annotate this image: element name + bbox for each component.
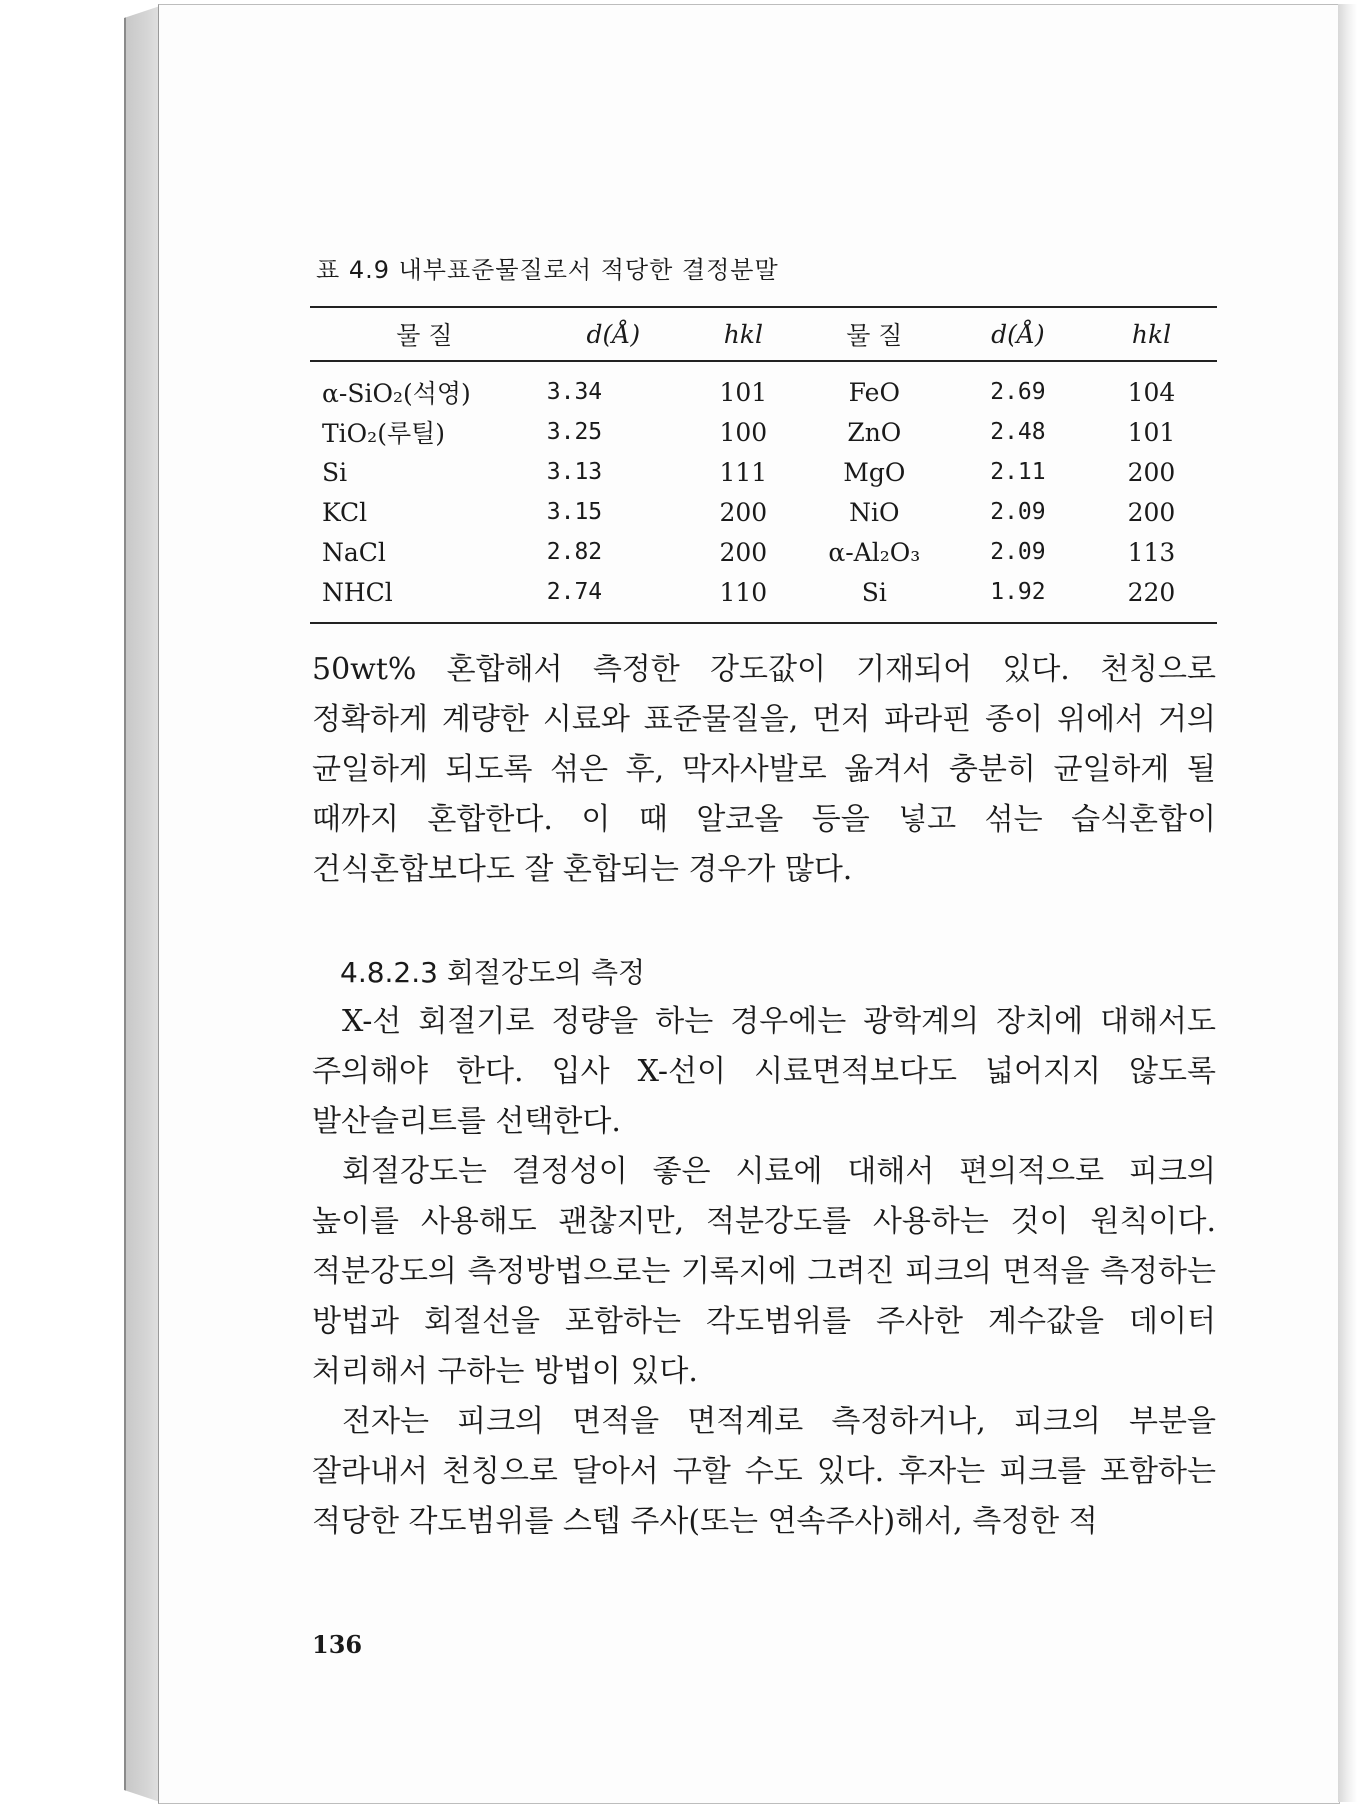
page-edge-shadow: [1338, 4, 1357, 1802]
table-caption: 표 4.9 내부표준물질로서 적당한 결정분말: [316, 256, 779, 284]
paragraph-optics: X-선 회절기로 정량을 하는 경우에는 광학계의 장치에 대해서도 주의해야 한다. 입사 X-선이 시료면적보다도 넓어지지 않도록 발산슬리트를 선택한다.: [312, 1004, 1216, 1139]
paragraph-intensity: 회절강도는 결정성이 좋은 시료에 대해서 편의적으로 피크의 높이를 사용해도 괜찮지만, 적분강도를 사용하는 것이 원칙이다. 적분강도의 측정방법으로는 기록지에 그려진 피크의 면적을 측정하는 방법과 회절선을 포함하는 각도범위를 주사한 계수값을 데이터 처리해서 구하는 방법이 있다.: [312, 1154, 1216, 1389]
d-spacing-cell: 2.74: [539, 572, 688, 623]
d-spacing-cell: 2.09: [990, 539, 1046, 565]
crystal-powder-table: [310, 306, 1217, 624]
header-hkl-1: hkl: [688, 307, 799, 361]
d-spacing-cell: 3.25: [546, 419, 603, 445]
table-row: [310, 361, 1217, 412]
d-spacing-cell: 3.15: [546, 499, 603, 525]
hkl-cell: 104: [1127, 377, 1176, 407]
table-row: [310, 452, 1217, 492]
hkl-cell: 200: [1127, 497, 1176, 527]
hkl-cell: 101: [719, 377, 768, 407]
table-row: [310, 532, 1217, 572]
hkl-cell: 110: [688, 572, 799, 623]
book-spine: [124, 6, 162, 1802]
hkl-cell: 100: [719, 417, 768, 447]
material-cell: MgO: [843, 457, 906, 487]
material-cell: ZnO: [847, 417, 902, 447]
material-cell: NaCl: [322, 537, 386, 567]
material-cell: TiO₂(루틸): [322, 419, 445, 448]
table-row: [310, 572, 1217, 623]
d-spacing-cell: 2.09: [990, 499, 1046, 525]
material-cell: FeO: [848, 377, 900, 407]
d-spacing-cell: 2.11: [990, 459, 1046, 485]
hkl-cell: 200: [1127, 457, 1176, 487]
header-hkl-2: hkl: [1086, 307, 1217, 361]
d-spacing-cell: 1.92: [950, 572, 1086, 623]
d-spacing-cell: 2.82: [546, 539, 603, 565]
hkl-cell: 101: [1127, 417, 1176, 447]
header-d-spacing-2: d(Å): [950, 307, 1086, 361]
table-header-row: [310, 307, 1217, 361]
material-cell: KCl: [322, 497, 368, 527]
d-spacing-cell: 2.69: [990, 379, 1046, 405]
hkl-cell: 200: [719, 537, 768, 567]
d-spacing-cell: 3.13: [546, 459, 603, 485]
hkl-cell: 113: [1127, 537, 1176, 567]
hkl-cell: 200: [719, 497, 768, 527]
section-heading: 4.8.2.3 회절강도의 측정: [340, 956, 646, 989]
header-material-1: 물 질: [310, 307, 539, 361]
material-cell: α-Al₂O₃: [828, 537, 921, 567]
table-row: [310, 412, 1217, 452]
material-cell: Si: [799, 572, 950, 623]
material-cell: NiO: [849, 497, 900, 527]
d-spacing-cell: 2.48: [990, 419, 1046, 445]
d-spacing-cell: 3.34: [546, 379, 603, 405]
header-material-2: 물 질: [799, 307, 950, 361]
paragraph-mixing: 50wt% 혼합해서 측정한 강도값이 기재되어 있다. 천칭으로 정확하게 계량한 시료와 표준물질을, 먼저 파라핀 종이 위에서 거의 균일하게 되도록 섞은 후, 막자사발로 옮겨서 충분히 균일하게 될 때까지 혼합한다. 이 때 알코올 등을 넣고 섞는 습식혼합이 건식혼합보다도 잘 혼합되는 경우가 많다.: [312, 652, 1216, 887]
paragraph-methods: 전자는 피크의 면적을 면적계로 측정하거나, 피크의 부분을 잘라내서 천칭으로 달아서 구할 수도 있다. 후자는 피크를 포함하는 적당한 각도범위를 스텝 주사(또는 연속주사)해서, 측정한 적: [312, 1404, 1216, 1539]
hkl-cell: 111: [719, 457, 768, 487]
material-cell: Si: [322, 457, 348, 487]
material-cell: α-SiO₂(석영): [322, 379, 471, 408]
material-cell: NHCl: [310, 572, 539, 623]
table-row: [310, 492, 1217, 532]
header-d-spacing-1: d(Å): [539, 307, 688, 361]
hkl-cell: 220: [1086, 572, 1217, 623]
page-number: 136: [312, 1630, 363, 1659]
